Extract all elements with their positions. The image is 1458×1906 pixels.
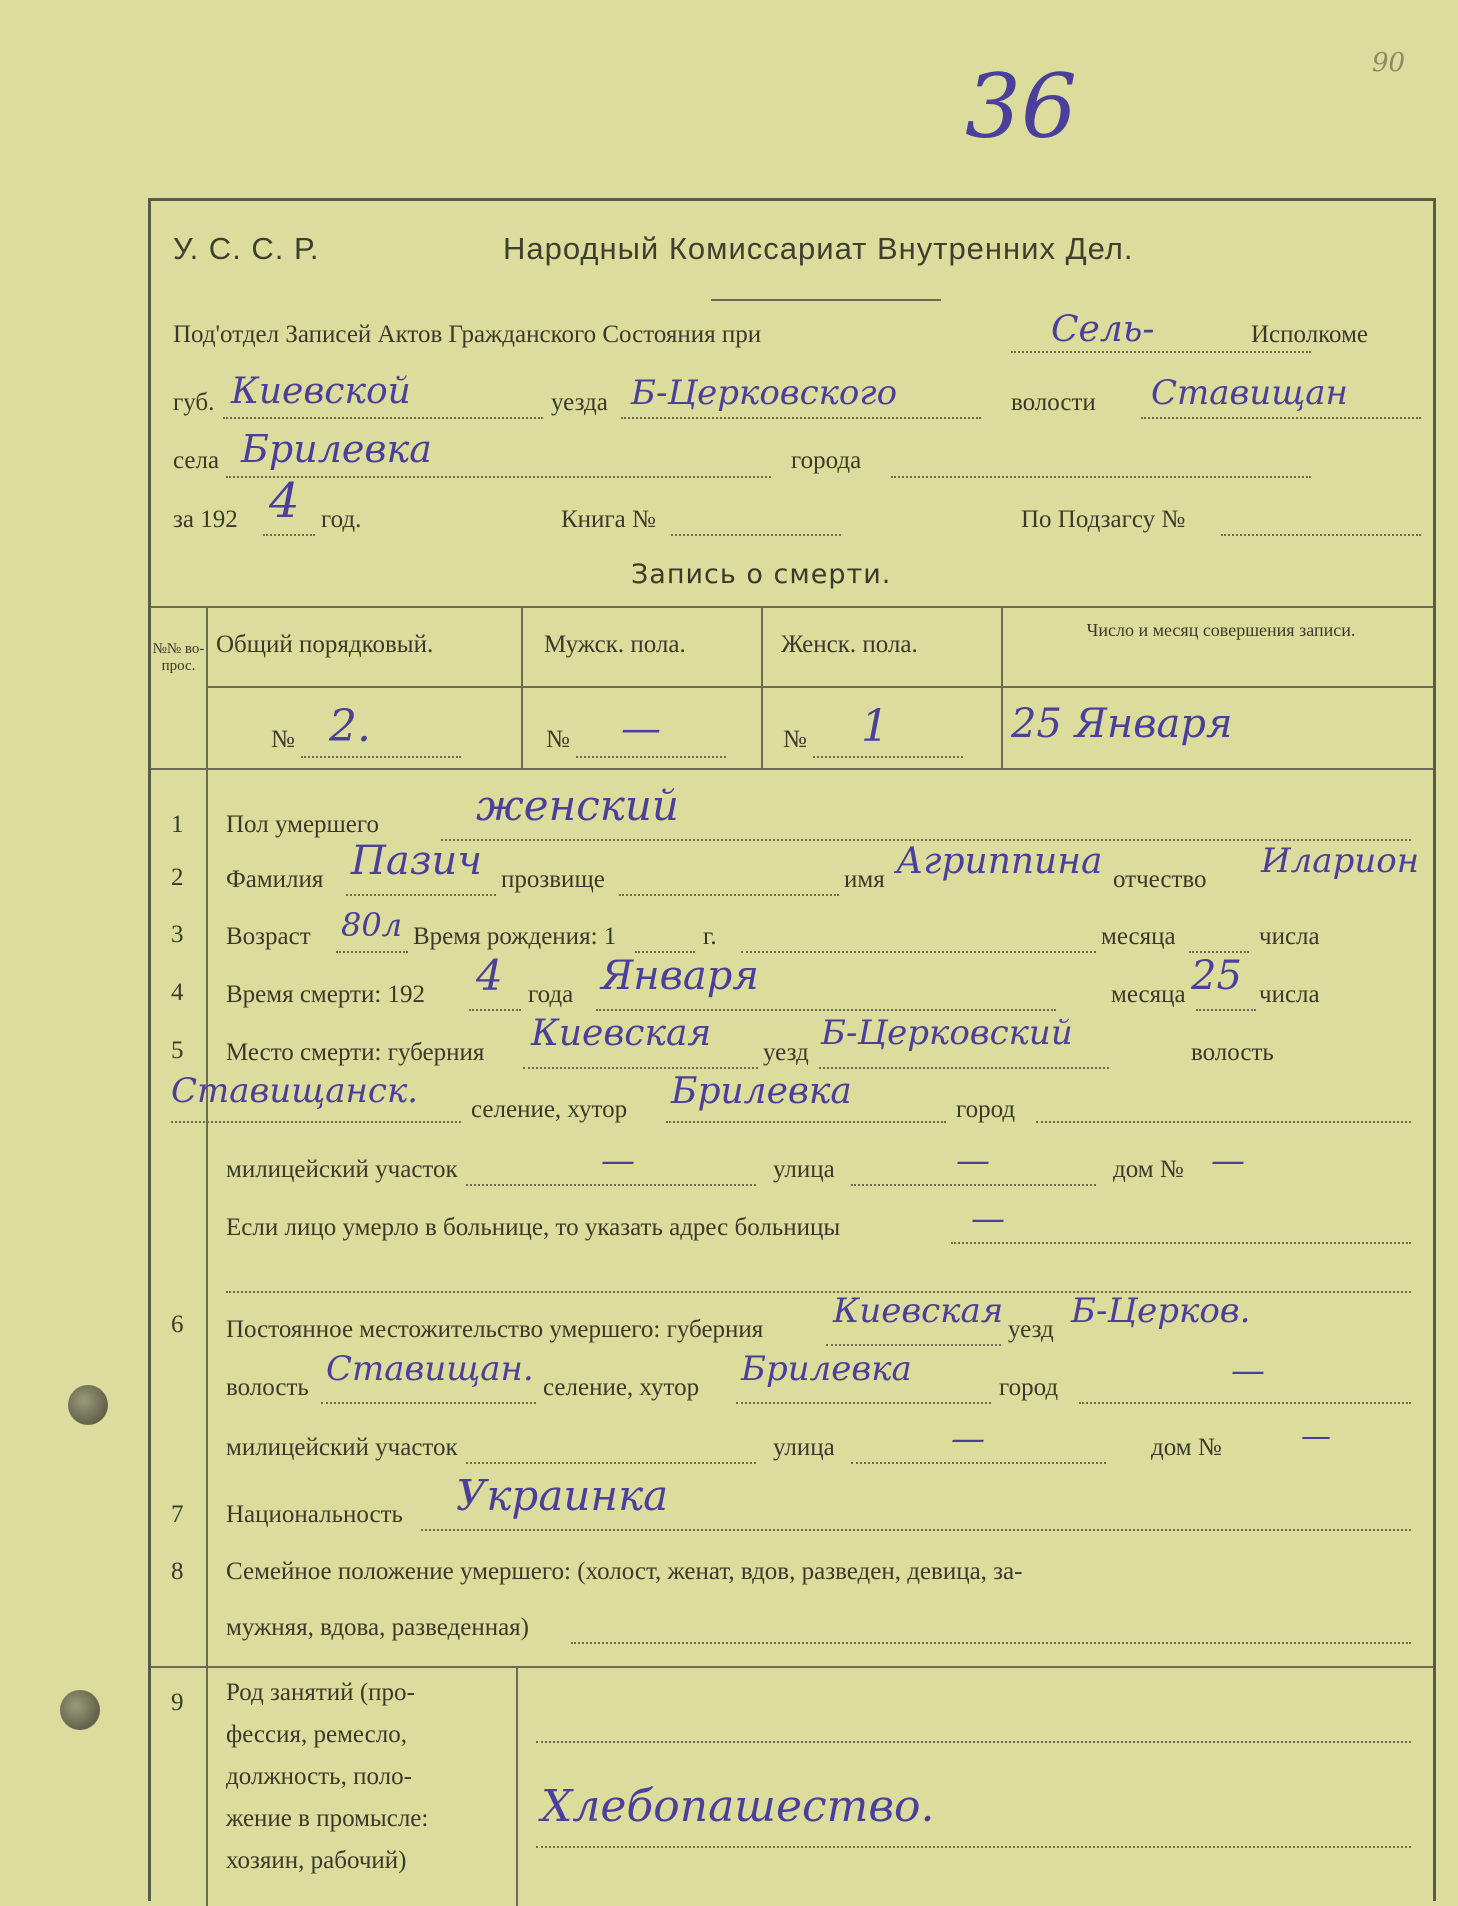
residence-street-line	[851, 1462, 1106, 1464]
marital-status-line	[571, 1642, 1411, 1644]
male-no-label: №	[546, 726, 570, 753]
death-militia-line	[466, 1184, 756, 1186]
residence-house-label: дом №	[1151, 1434, 1222, 1461]
uezd-label: уезда	[551, 389, 608, 416]
subdept-line	[1011, 351, 1311, 353]
question-number: 4	[171, 979, 184, 1006]
residence-village-line	[736, 1402, 991, 1404]
gub-line	[223, 417, 543, 419]
age-value: 80л	[341, 906, 403, 944]
nickname-label: прозвище	[501, 866, 605, 893]
subdept-label: Под'отдел Записей Актов Гражданского Состояния при	[173, 321, 762, 348]
year-value: 4	[269, 473, 300, 529]
question-number: 7	[171, 1501, 184, 1528]
record-title: Запись о смерти.	[631, 559, 892, 590]
volost-line	[1141, 417, 1421, 419]
death-place-label: Место смерти: губерния	[226, 1039, 485, 1066]
occupation-label-5: хозяин, рабочий)	[226, 1847, 407, 1874]
general-no-label: №	[271, 726, 295, 753]
general-column-header: Общий порядковый.	[216, 631, 434, 658]
death-uezd-label: уезд	[763, 1039, 809, 1066]
title-underline	[711, 299, 941, 301]
gub-label: губ.	[173, 389, 215, 416]
residence-volost-label: волость	[226, 1374, 309, 1401]
selo-label: села	[173, 447, 220, 474]
occupation-value: Хлебопашество.	[541, 1781, 935, 1832]
death-volost-value: Ставищанск.	[171, 1071, 419, 1111]
table-header-divider	[206, 686, 1433, 688]
sex-value: женский	[476, 781, 679, 830]
year-prefix: за 192	[173, 506, 238, 533]
hospital-line	[951, 1242, 1411, 1244]
subdept-value: Сель-	[1051, 309, 1155, 350]
year-suffix: год.	[321, 506, 362, 533]
patronymic-label: отчество	[1113, 866, 1207, 893]
question-number: 9	[171, 1689, 184, 1716]
death-militia-value: —	[601, 1141, 635, 1181]
nationality-value: Украинка	[456, 1471, 669, 1520]
death-day-line	[1196, 1009, 1256, 1011]
residence-gorod-label: город	[999, 1374, 1059, 1401]
table-top-border	[151, 606, 1433, 608]
gub-value: Киевской	[231, 371, 411, 412]
question-number: 6	[171, 1311, 184, 1338]
death-house-label: дом №	[1113, 1156, 1184, 1183]
female-line	[813, 756, 963, 758]
residence-gorod-line	[1079, 1402, 1411, 1404]
surname-line	[346, 894, 496, 896]
residence-uezd-value: Б-Церков.	[1071, 1291, 1251, 1331]
occupation-label-1: Род занятий (про-	[226, 1679, 415, 1706]
death-month-value: Января	[601, 953, 759, 999]
page-number: 90	[1372, 48, 1406, 78]
death-day-value: 25	[1191, 953, 1242, 999]
section-divider	[151, 1666, 1433, 1668]
general-line	[301, 756, 461, 758]
female-number-value: 1	[861, 701, 889, 752]
death-day-label: числа	[1259, 981, 1320, 1008]
death-record-form	[148, 198, 1436, 1901]
death-street-value: —	[956, 1141, 990, 1181]
residence-uezd-label: уезд	[1008, 1316, 1054, 1343]
occupation-line	[536, 1741, 1411, 1743]
residence-village-value: Брилевка	[741, 1349, 912, 1389]
book-line	[671, 534, 841, 536]
occupation-label-3: должность, поло-	[226, 1763, 412, 1790]
residence-label: Постоянное местожительство умершего: губерния	[226, 1316, 764, 1343]
first-name-label: имя	[844, 866, 885, 893]
death-village-value: Брилевка	[671, 1071, 852, 1112]
birth-month-line	[741, 951, 1096, 953]
age-line	[336, 951, 408, 953]
qnum-column-header: №№ во- прос.	[152, 641, 205, 674]
podzags-label: По Подзагсу №	[1021, 506, 1186, 533]
uezd-line	[621, 417, 981, 419]
general-number-value: 2.	[329, 701, 371, 752]
residence-volost-value: Ставищан.	[326, 1349, 534, 1389]
sex-label: Пол умершего	[226, 811, 380, 838]
death-gorod-line	[1036, 1121, 1411, 1123]
birth-day-label: числа	[1259, 923, 1320, 950]
gorod-line	[891, 476, 1311, 478]
question-number: 2	[171, 864, 184, 891]
qnum-column-border	[206, 606, 208, 1906]
death-year-value: 4	[476, 951, 503, 1000]
residence-volost-line	[321, 1402, 536, 1404]
question-number: 5	[171, 1037, 184, 1064]
selo-value: Брилевка	[241, 427, 432, 471]
death-time-label: Время смерти: 192	[226, 981, 426, 1008]
death-street-line	[851, 1184, 1096, 1186]
death-uezd-line	[819, 1067, 1109, 1069]
occupation-label-4: жение в промысле:	[226, 1805, 429, 1832]
hospital-label: Если лицо умерло в больнице, то указать адрес больницы	[226, 1214, 841, 1241]
death-gorod-label: город	[956, 1096, 1016, 1123]
hospital-value: —	[971, 1199, 1005, 1239]
death-volost-line	[171, 1121, 461, 1123]
occupation-line	[536, 1846, 1411, 1848]
occupation-column-border	[516, 1666, 518, 1906]
death-uezd-value: Б-Церковский	[821, 1013, 1073, 1053]
residence-militia-label: милицейский участок	[226, 1434, 458, 1461]
occupation-label-2: фессия, ремесло,	[226, 1721, 407, 1748]
nationality-label: Национальность	[226, 1501, 403, 1528]
male-column-header: Мужск. пола.	[544, 631, 686, 658]
age-label: Возраст	[226, 923, 311, 950]
table-bottom-border	[151, 768, 1433, 770]
death-gub-line	[523, 1067, 758, 1069]
date-value: 25 Января	[1011, 701, 1233, 747]
surname-value: Пазич	[351, 838, 483, 884]
death-village-label: селение, хутор	[471, 1096, 628, 1123]
selo-line	[226, 476, 771, 478]
book-label: Книга №	[561, 506, 656, 533]
republic-title: У. С. С. Р.	[173, 231, 320, 266]
male-line	[576, 756, 726, 758]
death-month-label: месяца	[1111, 981, 1186, 1008]
residence-militia-line	[466, 1462, 756, 1464]
birth-time-label: Время рождения: 1	[413, 923, 617, 950]
female-column-header: Женск. пола.	[781, 631, 918, 658]
residence-street-value: —	[951, 1419, 985, 1459]
residence-gub-line	[826, 1344, 1001, 1346]
nickname-line	[619, 894, 839, 896]
gorod-label: города	[791, 447, 862, 474]
residence-village-label: селение, хутор	[543, 1374, 700, 1401]
nationality-line	[421, 1529, 1411, 1531]
birth-year-suffix: г.	[703, 923, 717, 950]
archive-number: 36	[965, 55, 1077, 158]
question-number: 3	[171, 921, 184, 948]
volost-value: Ставищан	[1151, 373, 1348, 413]
death-gub-value: Киевская	[531, 1013, 712, 1054]
residence-street-label: улица	[773, 1434, 835, 1461]
marital-status-label-cont: мужняя, вдова, разведенная)	[226, 1614, 530, 1641]
death-house-value: —	[1211, 1141, 1245, 1181]
death-street-label: улица	[773, 1156, 835, 1183]
first-name-value: Агриппина	[896, 841, 1103, 882]
patronymic-value: Иларион	[1261, 841, 1420, 881]
birth-month-label: месяца	[1101, 923, 1176, 950]
date-column-header: Число и месяц совершения записи.	[1086, 620, 1356, 640]
surname-label: Фамилия	[226, 866, 324, 893]
marital-status-label: Семейное положение умершего: (холост, женат, вдов, разведен, девица, за-	[226, 1558, 1023, 1585]
volost-label: волости	[1011, 389, 1096, 416]
punch-hole	[68, 1385, 108, 1425]
punch-hole	[60, 1690, 100, 1730]
residence-house-value: —	[1301, 1419, 1331, 1454]
residence-gorod-value: —	[1231, 1351, 1265, 1391]
death-village-line	[666, 1121, 946, 1123]
podzags-line	[1221, 534, 1421, 536]
residence-gub-value: Киевская	[833, 1291, 1004, 1331]
death-year-line	[469, 1009, 521, 1011]
death-volost-label: волость	[1191, 1039, 1274, 1066]
male-number-value: —	[621, 706, 661, 752]
question-number: 8	[171, 1558, 184, 1585]
ispolkom-label: Исполкоме	[1251, 321, 1368, 348]
death-militia-label: милицейский участок	[226, 1156, 458, 1183]
uezd-value: Б-Церковского	[631, 373, 898, 413]
year-line	[263, 534, 315, 536]
question-number: 1	[171, 811, 184, 838]
commissariat-title: Народный Комиссариат Внутренних Дел.	[503, 231, 1134, 266]
death-year-suffix: года	[528, 981, 574, 1008]
death-month-line	[596, 1009, 1056, 1011]
female-no-label: №	[783, 726, 807, 753]
